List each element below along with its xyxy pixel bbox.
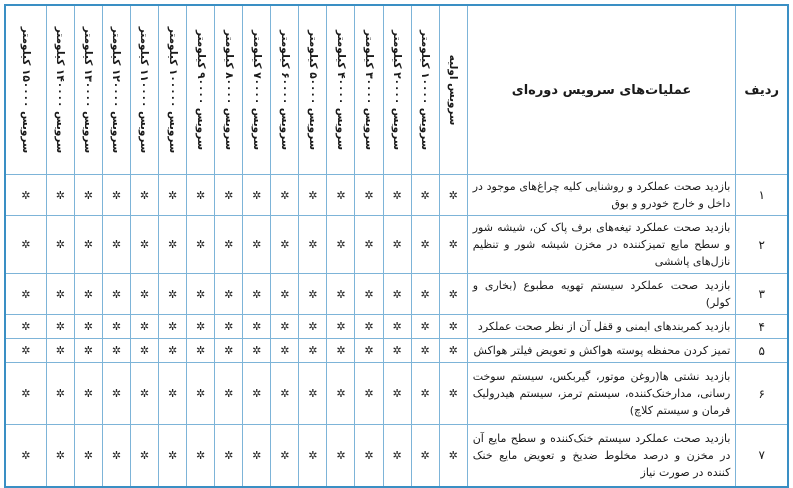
service-column-header	[5, 5, 46, 175]
service-mark-icon: ✲	[159, 315, 187, 339]
service-mark-icon: ✲	[355, 315, 383, 339]
service-mark-icon: ✲	[355, 425, 383, 487]
service-mark-icon: ✲	[130, 315, 158, 339]
service-mark-icon: ✲	[383, 216, 411, 274]
service-mark-icon: ✲	[439, 363, 467, 425]
service-column-header	[215, 5, 243, 175]
service-mark-icon: ✲	[74, 315, 102, 339]
table-row	[5, 425, 788, 487]
service-mark-icon: ✲	[439, 216, 467, 274]
service-column-label: سرویس ۶۰۰۰۰ کیلومتر	[278, 29, 291, 151]
service-mark-icon: ✲	[5, 175, 46, 216]
service-column-header	[383, 5, 411, 175]
service-mark-icon: ✲	[355, 216, 383, 274]
service-column-header	[327, 5, 355, 175]
service-mark-icon: ✲	[74, 339, 102, 363]
service-column-header	[243, 5, 271, 175]
service-mark-icon: ✲	[271, 175, 299, 216]
service-mark-icon: ✲	[102, 216, 130, 274]
service-column-label: سرویس ۲۰۰۰۰ کیلومتر	[391, 29, 404, 151]
table-row	[5, 274, 788, 315]
service-column-label: سرویس ۱۰۰۰۰۰ کیلومتر	[166, 26, 179, 154]
service-mark-icon: ✲	[5, 425, 46, 487]
service-mark-icon: ✲	[327, 216, 355, 274]
service-mark-icon: ✲	[271, 363, 299, 425]
service-column-header	[159, 5, 187, 175]
service-mark-icon: ✲	[327, 175, 355, 216]
service-mark-icon: ✲	[46, 216, 74, 274]
service-mark-icon: ✲	[215, 175, 243, 216]
radif-header: ردیف	[736, 5, 788, 175]
service-column-header	[439, 5, 467, 175]
service-mark-icon: ✲	[439, 315, 467, 339]
service-mark-icon: ✲	[327, 363, 355, 425]
service-mark-icon: ✲	[187, 175, 215, 216]
service-mark-icon: ✲	[159, 274, 187, 315]
service-mark-icon: ✲	[271, 339, 299, 363]
service-mark-icon: ✲	[46, 315, 74, 339]
service-mark-icon: ✲	[299, 315, 327, 339]
service-mark-icon: ✲	[159, 339, 187, 363]
service-mark-icon: ✲	[74, 425, 102, 487]
service-mark-icon: ✲	[215, 274, 243, 315]
service-mark-icon: ✲	[130, 363, 158, 425]
service-column-label: سرویس اولیه	[447, 54, 460, 126]
service-column-header	[46, 5, 74, 175]
service-mark-icon: ✲	[46, 339, 74, 363]
service-mark-icon: ✲	[243, 425, 271, 487]
service-mark-icon: ✲	[243, 175, 271, 216]
operation-description: بازدید صحت عملکرد تیغه‌های برف پاک کن، شیشه شور و سطح مایع تمیزکننده در مخزن شیشه شور و تنظیم نازل‌های پاششی	[467, 216, 736, 274]
service-mark-icon: ✲	[215, 339, 243, 363]
service-column-label: سرویس ۱۵۰۰۰۰ کیلومتر	[19, 26, 32, 154]
row-number: ۶	[736, 363, 788, 425]
service-mark-icon: ✲	[46, 274, 74, 315]
service-mark-icon: ✲	[74, 363, 102, 425]
service-mark-icon: ✲	[383, 363, 411, 425]
service-column-label: سرویس ۱۲۰۰۰۰ کیلومتر	[110, 26, 123, 154]
service-mark-icon: ✲	[355, 339, 383, 363]
service-mark-icon: ✲	[187, 425, 215, 487]
service-mark-icon: ✲	[383, 274, 411, 315]
service-mark-icon: ✲	[383, 315, 411, 339]
service-mark-icon: ✲	[299, 425, 327, 487]
service-mark-icon: ✲	[187, 363, 215, 425]
service-mark-icon: ✲	[187, 315, 215, 339]
service-mark-icon: ✲	[5, 274, 46, 315]
service-column-header	[355, 5, 383, 175]
service-mark-icon: ✲	[5, 315, 46, 339]
service-mark-icon: ✲	[187, 339, 215, 363]
service-mark-icon: ✲	[439, 175, 467, 216]
service-mark-icon: ✲	[159, 175, 187, 216]
service-mark-icon: ✲	[355, 175, 383, 216]
row-number: ۳	[736, 274, 788, 315]
service-mark-icon: ✲	[159, 216, 187, 274]
service-mark-icon: ✲	[383, 175, 411, 216]
service-mark-icon: ✲	[355, 363, 383, 425]
service-mark-icon: ✲	[130, 216, 158, 274]
service-mark-icon: ✲	[271, 315, 299, 339]
service-mark-icon: ✲	[5, 363, 46, 425]
service-mark-icon: ✲	[130, 339, 158, 363]
table-row	[5, 216, 788, 274]
operations-header: عملیات‌های سرویس دوره‌ای	[467, 5, 736, 175]
service-column-label: سرویس ۱۰۰۰۰ کیلومتر	[419, 29, 432, 151]
service-mark-icon: ✲	[327, 425, 355, 487]
service-mark-icon: ✲	[215, 363, 243, 425]
service-column-label: سرویس ۸۰۰۰۰ کیلومتر	[222, 29, 235, 151]
service-mark-icon: ✲	[5, 339, 46, 363]
service-mark-icon: ✲	[102, 363, 130, 425]
service-mark-icon: ✲	[74, 216, 102, 274]
service-mark-icon: ✲	[411, 425, 439, 487]
operation-description: تمیز کردن محفظه پوسته هواکش و تعویض فیلتر هواکش	[467, 339, 736, 363]
service-column-header	[271, 5, 299, 175]
row-number: ۵	[736, 339, 788, 363]
service-mark-icon: ✲	[411, 216, 439, 274]
service-mark-icon: ✲	[130, 425, 158, 487]
service-mark-icon: ✲	[411, 339, 439, 363]
row-number: ۱	[736, 175, 788, 216]
service-mark-icon: ✲	[243, 216, 271, 274]
service-mark-icon: ✲	[411, 274, 439, 315]
service-mark-icon: ✲	[299, 274, 327, 315]
service-mark-icon: ✲	[299, 175, 327, 216]
service-mark-icon: ✲	[46, 363, 74, 425]
service-column-label: سرویس ۷۰۰۰۰ کیلومتر	[250, 29, 263, 151]
service-mark-icon: ✲	[327, 274, 355, 315]
service-mark-icon: ✲	[327, 339, 355, 363]
service-column-header	[187, 5, 215, 175]
service-mark-icon: ✲	[5, 216, 46, 274]
row-number: ۷	[736, 425, 788, 487]
service-column-label: سرویس ۱۱۰۰۰۰ کیلومتر	[138, 26, 151, 154]
table-row	[5, 363, 788, 425]
service-mark-icon: ✲	[271, 216, 299, 274]
service-column-header	[102, 5, 130, 175]
service-schedule-table	[4, 4, 789, 488]
service-column-header	[299, 5, 327, 175]
table-header-row	[5, 5, 788, 175]
service-mark-icon: ✲	[411, 363, 439, 425]
operation-description: بازدید کمربندهای ایمنی و قفل آن از نظر صحت عملکرد	[467, 315, 736, 339]
service-mark-icon: ✲	[215, 216, 243, 274]
service-column-label: سرویس ۵۰۰۰۰ کیلومتر	[306, 29, 319, 151]
service-mark-icon: ✲	[383, 425, 411, 487]
operation-description: بازدید صحت عملکرد و روشنایی کلیه چراغ‌های موجود در داخل و خارج خودرو و بوق	[467, 175, 736, 216]
service-mark-icon: ✲	[411, 175, 439, 216]
service-mark-icon: ✲	[102, 315, 130, 339]
row-number: ۴	[736, 315, 788, 339]
service-column-header	[130, 5, 158, 175]
service-mark-icon: ✲	[187, 216, 215, 274]
service-mark-icon: ✲	[439, 339, 467, 363]
service-mark-icon: ✲	[299, 339, 327, 363]
service-mark-icon: ✲	[102, 339, 130, 363]
service-column-header	[411, 5, 439, 175]
service-mark-icon: ✲	[46, 425, 74, 487]
service-mark-icon: ✲	[355, 274, 383, 315]
service-mark-icon: ✲	[130, 175, 158, 216]
service-mark-icon: ✲	[74, 175, 102, 216]
service-mark-icon: ✲	[74, 274, 102, 315]
service-column-label: سرویس ۱۴۰۰۰۰ کیلومتر	[54, 26, 67, 154]
service-mark-icon: ✲	[439, 274, 467, 315]
table-row	[5, 315, 788, 339]
service-column-header	[74, 5, 102, 175]
service-mark-icon: ✲	[102, 425, 130, 487]
service-mark-icon: ✲	[215, 425, 243, 487]
service-mark-icon: ✲	[411, 315, 439, 339]
operation-description: بازدید نشتی ها(روغن موتور، گیربکس، سیستم سوخت رسانی، مدارخنک‌کننده، سیستم ترمز، سیستم هیدرولیک فرمان و سیستم کلاچ)	[467, 363, 736, 425]
service-mark-icon: ✲	[102, 175, 130, 216]
service-column-label: سرویس ۳۰۰۰۰ کیلومتر	[362, 29, 375, 151]
service-column-label: سرویس ۱۳۰۰۰۰ کیلومتر	[82, 26, 95, 154]
row-number: ۲	[736, 216, 788, 274]
table-row	[5, 175, 788, 216]
service-column-label: سرویس ۹۰۰۰۰ کیلومتر	[194, 29, 207, 151]
operation-description: بازدید صحت عملکرد سیستم تهویه مطبوع (بخاری و کولر)	[467, 274, 736, 315]
service-mark-icon: ✲	[102, 274, 130, 315]
service-mark-icon: ✲	[243, 363, 271, 425]
table-row	[5, 339, 788, 363]
service-mark-icon: ✲	[439, 425, 467, 487]
operation-description: بازدید صحت عملکرد سیستم خنک‌کننده و سطح مایع آن در مخزن و درصد مخلوط ضدیخ و تعویض مایع خنک کننده در صورت نیاز	[467, 425, 736, 487]
service-mark-icon: ✲	[271, 425, 299, 487]
service-mark-icon: ✲	[383, 339, 411, 363]
service-mark-icon: ✲	[243, 274, 271, 315]
service-mark-icon: ✲	[46, 175, 74, 216]
service-mark-icon: ✲	[187, 274, 215, 315]
service-mark-icon: ✲	[243, 315, 271, 339]
service-mark-icon: ✲	[271, 274, 299, 315]
service-mark-icon: ✲	[243, 339, 271, 363]
service-mark-icon: ✲	[159, 425, 187, 487]
service-mark-icon: ✲	[215, 315, 243, 339]
service-mark-icon: ✲	[299, 363, 327, 425]
service-mark-icon: ✲	[299, 216, 327, 274]
service-column-label: سرویس ۴۰۰۰۰ کیلومتر	[334, 29, 347, 151]
service-mark-icon: ✲	[130, 274, 158, 315]
service-mark-icon: ✲	[159, 363, 187, 425]
service-mark-icon: ✲	[327, 315, 355, 339]
